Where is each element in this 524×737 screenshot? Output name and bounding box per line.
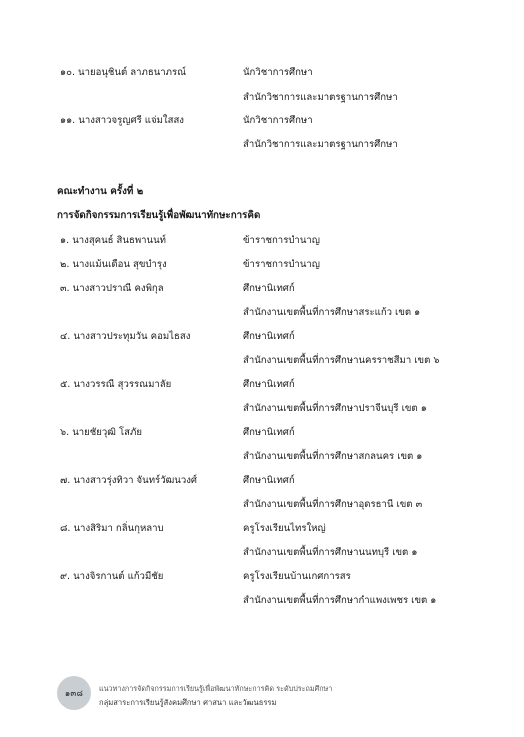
member-title: ศึกษานิเทศก์	[243, 283, 295, 294]
member-name: ๙. นางจิรกานต์ แก้วมีชัย	[60, 571, 164, 582]
member-name: ๗. นางสาวรุ่งทิวา จันทร์วัฒนวงศ์	[60, 475, 197, 486]
member-name: ๑๐. นายอนุชินต์ ลาภธนาภรณ์	[60, 67, 187, 78]
member-title: ศึกษานิเทศก์	[243, 379, 295, 390]
member-title: นักวิชาการศึกษา	[243, 115, 313, 126]
member-name: ๒. นางแม้นเดือน สุขบำรุง	[60, 259, 167, 270]
member-office: สำนักวิชาการและมาตรฐานการศึกษา	[243, 139, 398, 150]
member-name: ๔. นางสาวประทุมวัน คอมไธสง	[60, 331, 191, 342]
member-name: ๕. นางวรรณี สุวรรณมาลัย	[60, 379, 172, 390]
member-office: สำนักวิชาการและมาตรฐานการศึกษา	[243, 92, 398, 103]
member-name: ๑. นางสุคนธ์ สินธพานนท์	[60, 235, 166, 246]
member-title: ศึกษานิเทศก์	[243, 475, 295, 486]
member-office: สำนักงานเขตพื้นที่การศึกษาอุดรธานี เขต ๓	[243, 499, 423, 510]
member-office: สำนักงานเขตพื้นที่การศึกษาสระแก้ว เขต ๑	[243, 307, 421, 318]
member-title: ข้าราชการบำนาญ	[243, 259, 320, 270]
member-office: สำนักงานเขตพื้นที่การศึกษานครราชสีมา เขต ๖	[243, 355, 440, 366]
footer-book-title: แนวทางการจัดกิจกรรมการเรียนรู้เพื่อพัฒนาทักษะการคิด ระดับประถมศึกษา	[99, 684, 333, 693]
member-office: สำนักงานเขตพื้นที่การศึกษาสกลนคร เขต ๑	[243, 451, 423, 462]
member-name: ๖. นายชัยวุฒิ โสภัย	[60, 427, 142, 438]
section-heading: คณะทำงาน ครั้งที่ ๒	[57, 186, 144, 197]
member-title: ศึกษานิเทศก์	[243, 427, 295, 438]
section-subheading: การจัดกิจกรรมการเรียนรู้เพื่อพัฒนาทักษะการคิด	[57, 210, 261, 221]
member-title: ศึกษานิเทศก์	[243, 331, 295, 342]
member-name: ๓. นางสาวปราณี คงพิกุล	[60, 283, 164, 294]
member-office: สำนักงานเขตพื้นที่การศึกษาปราจีนบุรี เขต ๑	[243, 403, 427, 414]
page-number: ๑๓๘	[64, 689, 84, 699]
member-title: ครูโรงเรียนไทรใหญ่	[243, 523, 326, 534]
page-number-badge	[57, 676, 91, 710]
footer-subject-group: กลุ่มสาระการเรียนรู้สังคมศึกษา ศาสนา และวัฒนธรรม	[99, 698, 277, 707]
member-office: สำนักงานเขตพื้นที่การศึกษากำแพงเพชร เขต ๑	[243, 595, 437, 606]
member-name: ๘. นางสิริมา กลิ่นกุหลาบ	[60, 523, 164, 534]
member-name: ๑๑. นางสาวจรูญศรี แจ่มใสสง	[60, 115, 184, 126]
member-office: สำนักงานเขตพื้นที่การศึกษานนทบุรี เขต ๑	[243, 547, 418, 558]
member-title: ข้าราชการบำนาญ	[243, 235, 320, 246]
member-title: ครูโรงเรียนบ้านเกศการสร	[243, 571, 351, 582]
member-title: นักวิชาการศึกษา	[243, 67, 313, 78]
